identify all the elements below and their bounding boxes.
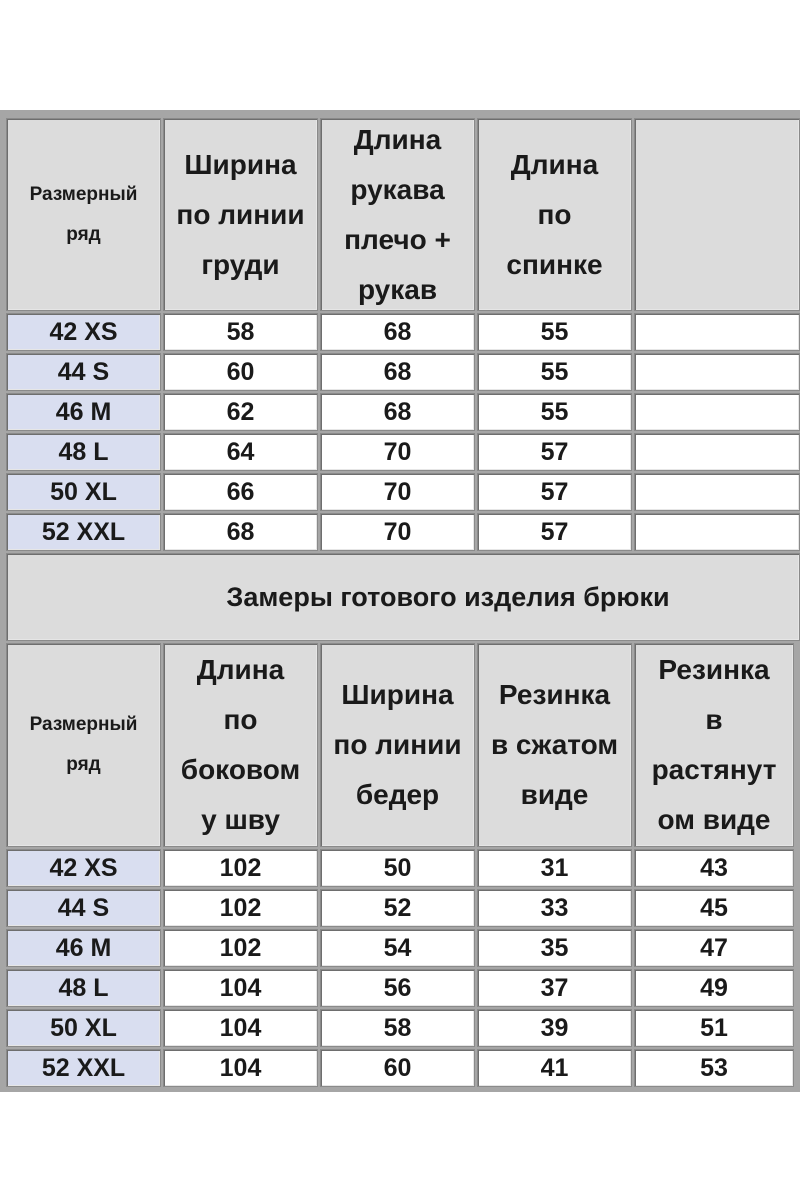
table-cell: 102: [163, 849, 318, 887]
table-cell: 104: [163, 1009, 318, 1047]
table-cell: 70: [320, 473, 475, 511]
table-cell: 43: [634, 849, 794, 887]
bottom-header-side-length: Длина по боковом у шву: [163, 643, 318, 847]
table-row-size: 44 S: [6, 889, 161, 927]
table-row-size: 44 S: [6, 353, 161, 391]
table-cell: 68: [320, 393, 475, 431]
table-cell-empty: [634, 353, 800, 391]
table-cell: 58: [163, 313, 318, 351]
table-cell: 55: [477, 393, 632, 431]
table-cell: 102: [163, 889, 318, 927]
table-cell: 53: [634, 1049, 794, 1087]
table-cell: 49: [634, 969, 794, 1007]
table-cell: 33: [477, 889, 632, 927]
table-cell: 55: [477, 313, 632, 351]
table-row-size: 50 XL: [6, 1009, 161, 1047]
top-header-sleeve-length: Длина рукава плечо + рукав: [320, 118, 475, 311]
top-header-chest-width: Ширина по линии груди: [163, 118, 318, 311]
table-cell-empty: [634, 393, 800, 431]
table-cell: 39: [477, 1009, 632, 1047]
table-cell: 60: [163, 353, 318, 391]
table-cell: 62: [163, 393, 318, 431]
table-cell: 51: [634, 1009, 794, 1047]
table-row-size: 52 XXL: [6, 513, 161, 551]
table-row-size: 42 XS: [6, 313, 161, 351]
section-title: Замеры готового изделия брюки: [6, 553, 800, 641]
table-cell: 50: [320, 849, 475, 887]
table-cell-empty: [634, 313, 800, 351]
table-cell: 66: [163, 473, 318, 511]
table-cell: 70: [320, 433, 475, 471]
top-header-size-range: Размерный ряд: [6, 118, 161, 311]
table-cell: 52: [320, 889, 475, 927]
table-cell: 47: [634, 929, 794, 967]
table-cell-empty: [634, 433, 800, 471]
table-cell: 35: [477, 929, 632, 967]
table-cell: 56: [320, 969, 475, 1007]
top-header-back-length: Длина по спинке: [477, 118, 632, 311]
table-cell: 57: [477, 473, 632, 511]
table-cell: 57: [477, 513, 632, 551]
table-cell: 70: [320, 513, 475, 551]
table-row-size: 48 L: [6, 969, 161, 1007]
bottom-header-elastic-compressed: Резинка в сжатом виде: [477, 643, 632, 847]
table-cell-empty: [634, 473, 800, 511]
table-cell: 104: [163, 969, 318, 1007]
size-chart: [0, 110, 800, 1092]
table-cell: 37: [477, 969, 632, 1007]
table-cell: 68: [320, 313, 475, 351]
table-cell: 58: [320, 1009, 475, 1047]
table-cell: 68: [163, 513, 318, 551]
table-cell: 45: [634, 889, 794, 927]
table-cell: 55: [477, 353, 632, 391]
table-row-size: 46 M: [6, 393, 161, 431]
table-cell: 68: [320, 353, 475, 391]
table-cell: 31: [477, 849, 632, 887]
table-row-size: 50 XL: [6, 473, 161, 511]
table-cell: 102: [163, 929, 318, 967]
bottom-header-size-range: Размерный ряд: [6, 643, 161, 847]
table-row-size: 46 M: [6, 929, 161, 967]
table-row-size: 52 XXL: [6, 1049, 161, 1087]
table-cell: 54: [320, 929, 475, 967]
table-cell-empty: [634, 513, 800, 551]
bottom-header-elastic-stretched: Резинка в растянут ом виде: [634, 643, 794, 847]
table-cell: 57: [477, 433, 632, 471]
top-header-empty: [634, 118, 800, 311]
table-row-size: 42 XS: [6, 849, 161, 887]
table-cell: 64: [163, 433, 318, 471]
table-cell: 104: [163, 1049, 318, 1087]
table-cell: 60: [320, 1049, 475, 1087]
table-row-size: 48 L: [6, 433, 161, 471]
table-cell: 41: [477, 1049, 632, 1087]
bottom-header-hip-width: Ширина по линии бедер: [320, 643, 475, 847]
